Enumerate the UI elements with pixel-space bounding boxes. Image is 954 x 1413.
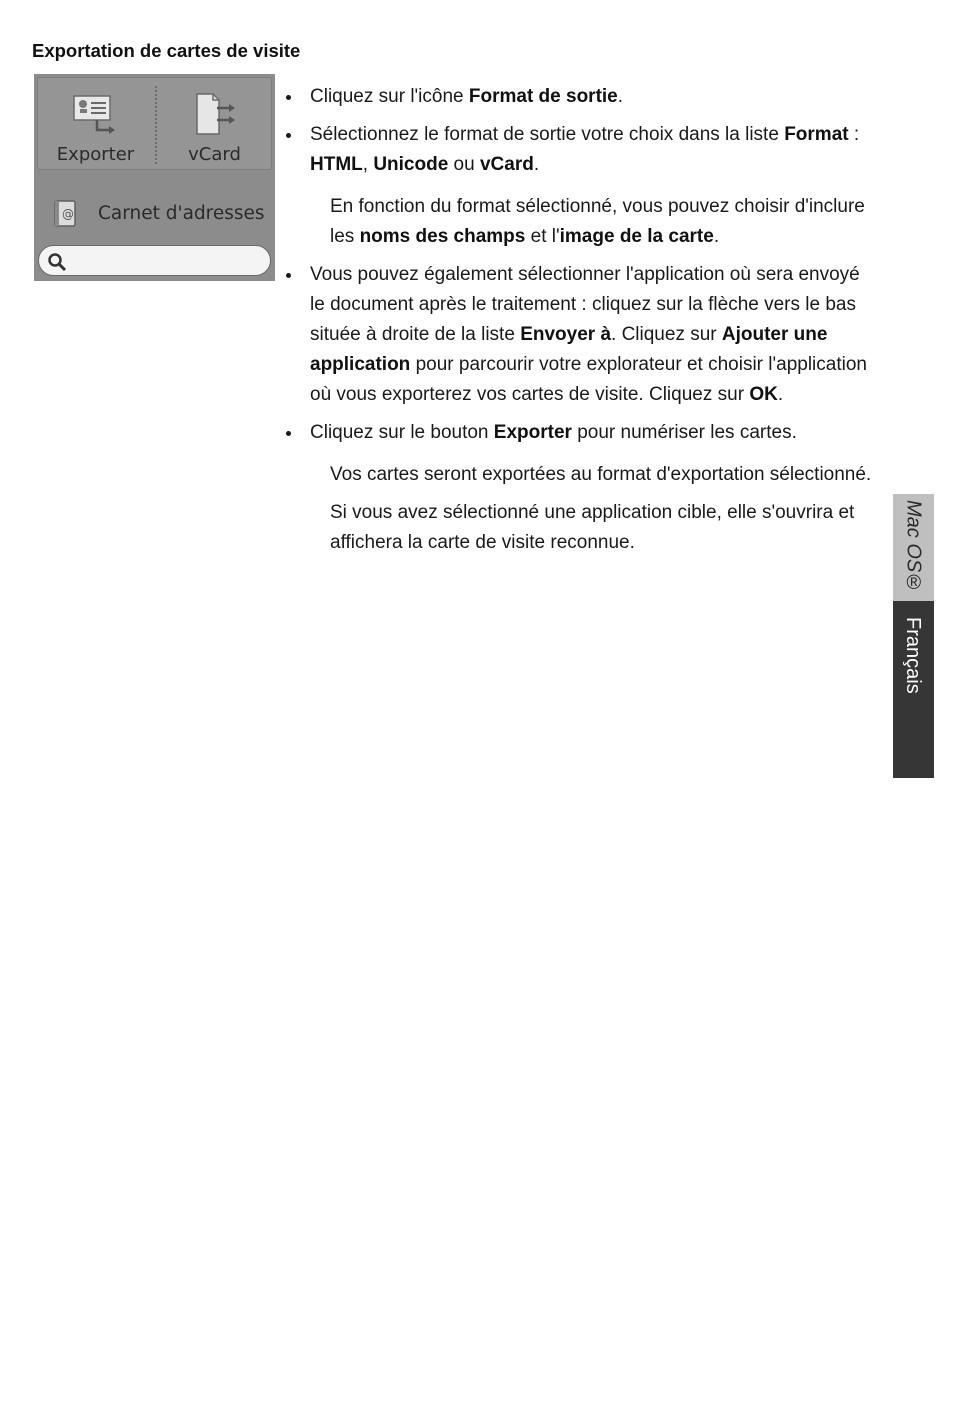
toolbar-screenshot [34,74,275,281]
address-book-label: Carnet d'adresses [98,203,265,224]
address-book-icon [52,200,82,228]
address-book-item [34,196,275,228]
step-select-format: Sélectionnez le format de sortie votre choix dans la liste Format : HTML, Unicode ou vCard. [284,120,874,180]
section-heading: Exportation de cartes de visite [32,40,301,61]
search-field [38,245,271,276]
export-card-icon [71,90,121,140]
export-button [38,78,153,169]
step-format-icon: Cliquez sur l'icône Format de sortie. [284,82,874,112]
side-tab-language [893,601,934,778]
vcard-format-icon [191,90,241,140]
note-target-application: Si vous avez sélectionné une application cible, elle s'ouvrira et affichera la carte de visite reconnue. [330,502,855,553]
export-label: Exporter [56,144,135,165]
step-export: Cliquez sur le bouton Exporter pour numériser les cartes. [284,418,874,448]
note-export-format: Vos cartes seront exportées au format d'exportation sélectionné. [330,464,872,485]
side-tab-os [893,494,934,601]
vcard-format-button [157,78,272,169]
note-format-options: En fonction du format sélectionné, vous pouvez choisir d'inclure les noms des champs et l'image de la carte. [330,196,865,247]
instructions [284,82,874,566]
vcard-label: vCard [188,144,241,165]
svg-text:@: @ [62,207,74,221]
side-tab-language-label: Français [902,617,924,694]
side-tab-os-label: Mac OS® [902,500,925,595]
search-icon [47,252,67,272]
screenshot-toolbar [37,77,272,170]
step-send-to-application: Vous pouvez également sélectionner l'application où sera envoyé le document après le traitement : cliquez sur la flèche vers le bas située à droite de la liste Envoyer à. Cliquez sur Ajouter une application pour parcourir votre explorateur et choisir l'application où vous exporterez vos cartes de visite. Cliquez sur OK. [284,260,874,410]
